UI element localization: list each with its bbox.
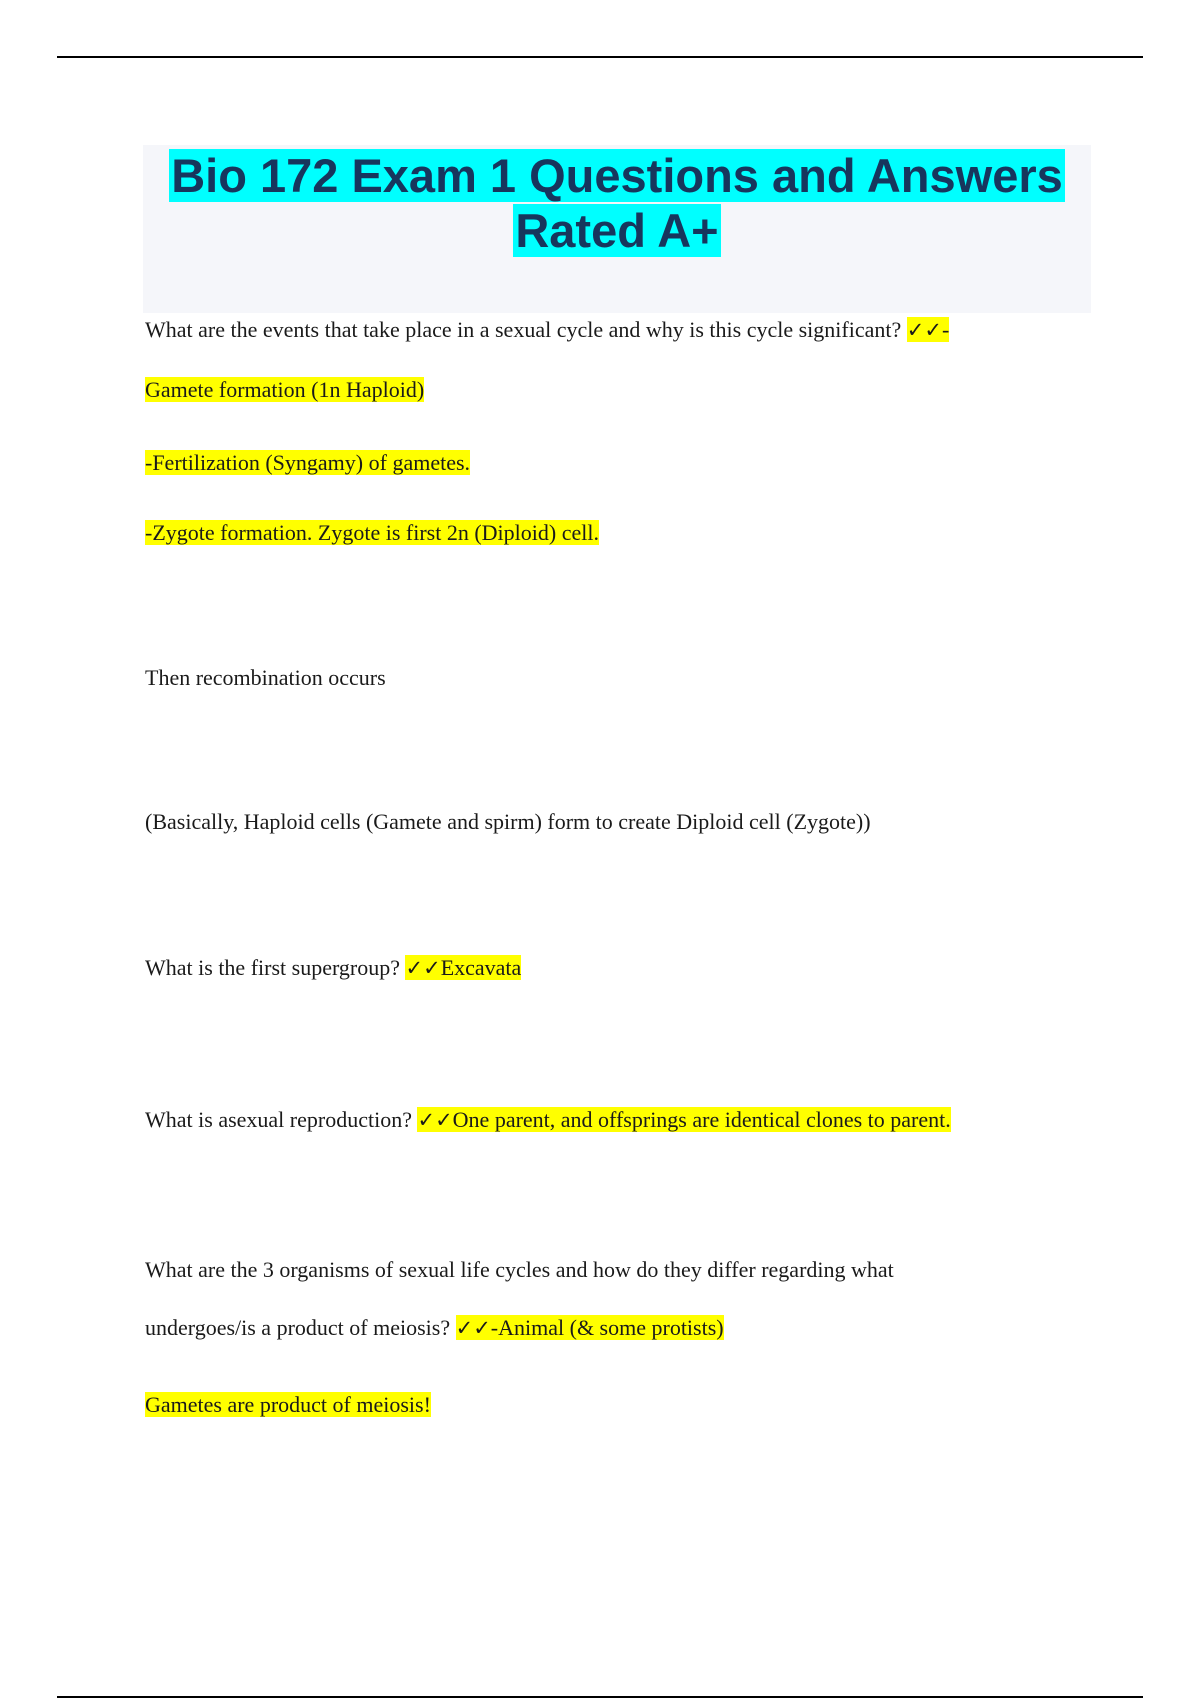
answer-text: Gamete formation (1n Haploid) [145, 377, 425, 402]
note-text: Then recombination occurs [145, 665, 386, 690]
note-text: (Basically, Haploid cells (Gamete and spirm) form to create Diploid cell (Zygote)) [145, 809, 871, 834]
double-check-icon: ✓✓ [417, 1108, 453, 1132]
title-line-1: Bio 172 Exam 1 Questions and Answers [171, 149, 1063, 202]
document-title [143, 145, 1091, 258]
question-text: What is the first supergroup? [145, 955, 406, 980]
answer-text: -Fertilization (Syngamy) of gametes. [145, 450, 471, 475]
question-text: What is asexual reproduction? [145, 1107, 418, 1132]
question-1 [145, 315, 949, 345]
footer-rule [57, 1696, 1143, 1698]
answer-highlight [417, 1107, 950, 1132]
question-text: What are the 3 organisms of sexual life cycles and how do they differ regarding what [145, 1257, 894, 1282]
note-1 [145, 663, 386, 693]
answer-4-line-2 [145, 1390, 431, 1420]
answer-text: -Animal (& some protists) [490, 1315, 724, 1340]
question-3 [145, 1105, 951, 1135]
title-line-2: Rated A+ [515, 204, 719, 257]
question-text: undergoes/is a product of meiosis? [145, 1315, 456, 1340]
answer-1-line-3 [145, 518, 599, 548]
double-check-icon: ✓✓ [405, 956, 441, 980]
answer-1-line-2 [145, 448, 470, 478]
answer-highlight [456, 1315, 724, 1340]
answer-highlight [907, 317, 950, 342]
answer-highlight [405, 955, 521, 980]
question-2 [145, 953, 521, 983]
answer-1-line-1 [145, 375, 424, 405]
answer-text: - [941, 317, 950, 342]
double-check-icon: ✓✓ [455, 1316, 491, 1340]
question-4-line-1 [145, 1255, 894, 1285]
title-block [143, 145, 1091, 313]
answer-text: Gametes are product of meiosis! [145, 1392, 431, 1417]
question-4-line-2 [145, 1313, 724, 1343]
question-text: What are the events that take place in a sexual cycle and why is this cycle significant? [145, 317, 907, 342]
answer-text: Excavata [440, 955, 522, 980]
double-check-icon: ✓✓ [906, 318, 942, 342]
note-2 [145, 807, 871, 837]
answer-text: One parent, and offsprings are identical clones to parent. [452, 1107, 951, 1132]
answer-text: -Zygote formation. Zygote is first 2n (Diploid) cell. [145, 520, 599, 545]
header-rule [57, 56, 1143, 58]
